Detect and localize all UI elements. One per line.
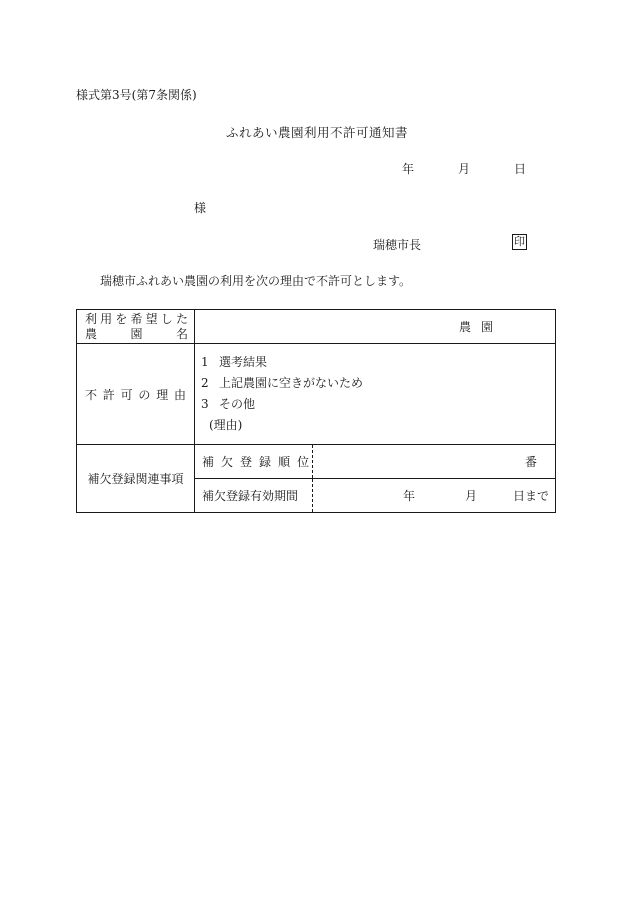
date-month: 月 [457, 162, 470, 176]
waitlist-label: 補欠登録関連事項 [77, 445, 195, 513]
reason-label: 不 許 可 の 理 由 [77, 344, 195, 445]
statement-text: 瑞穂市ふれあい農園の利用を次の理由で不許可とします。 [100, 274, 412, 288]
period-label: 補欠登録有効期間 [195, 479, 313, 512]
issuer-name: 瑞穂市長 [373, 238, 422, 252]
farm-row [77, 310, 556, 344]
farm-label-line2: 農 園 名 [85, 326, 188, 341]
date-year: 年 [401, 162, 414, 176]
seal-mark: 印 [514, 235, 525, 248]
addressee-suffix: 様 [194, 201, 207, 215]
form-number: 様式第3号(第7条関係) [76, 88, 197, 102]
notice-table [76, 309, 556, 513]
reason-note: (理由) [209, 418, 243, 432]
date-day: 日 [513, 162, 526, 176]
rank-label: 補 欠 登 録 順 位 [195, 445, 313, 478]
farm-label-line1: 利 用 を 希 望 し た [85, 311, 188, 326]
date-line [402, 160, 526, 177]
document-title: ふれあい農園利用不許可通知書 [225, 125, 408, 140]
reason-item: 2 上記農園に空きがないため [201, 376, 364, 390]
period-field: 年 月 日まで [402, 489, 549, 503]
farm-label [77, 310, 195, 344]
period-row [195, 478, 555, 512]
waitlist-row [77, 445, 556, 513]
reason-item: 3 その他 [201, 397, 256, 411]
reason-list [195, 344, 556, 445]
rank-field: 番 [524, 455, 537, 469]
rank-row [195, 445, 555, 478]
waitlist-details [195, 445, 556, 513]
farm-name-field: 農園 [195, 310, 556, 344]
reason-row [77, 344, 556, 445]
reason-item: 1 選考結果 [201, 355, 268, 369]
